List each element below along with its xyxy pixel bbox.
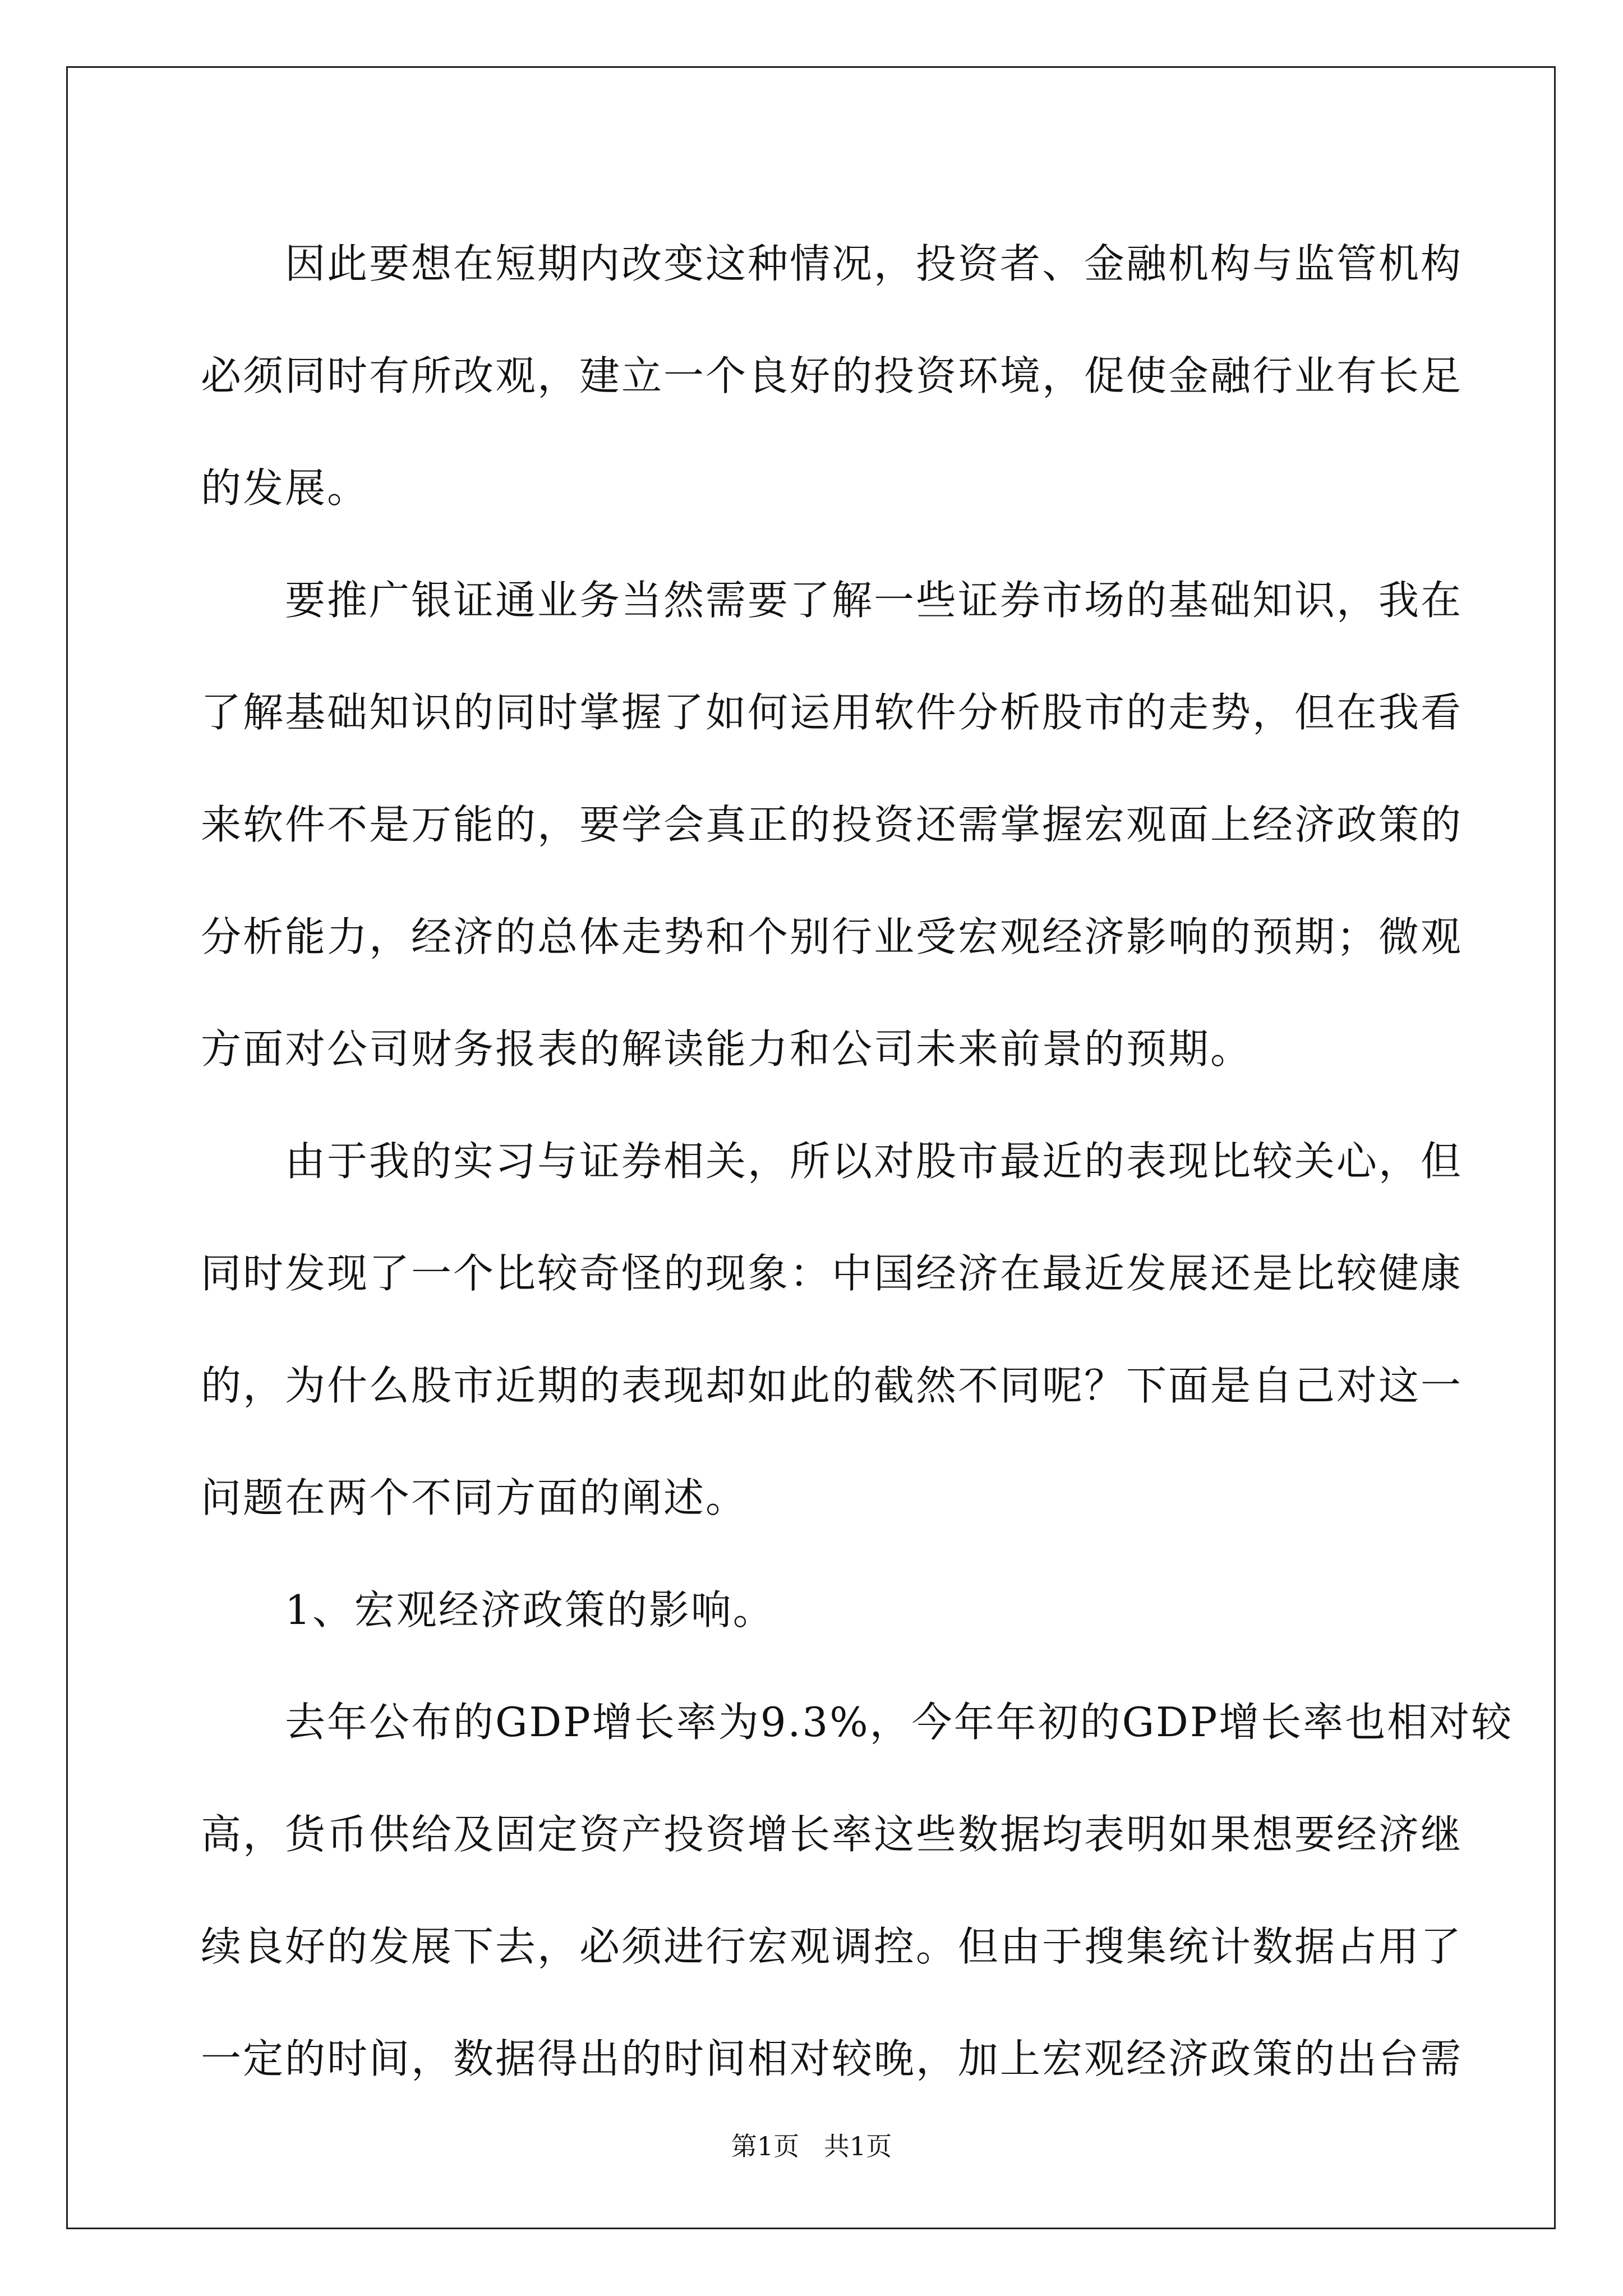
text-line: 续良好的发展下去，必须进行宏观调控。但由于搜集统计数据占用了 <box>201 1923 1463 1970</box>
paragraph <box>201 544 1463 1105</box>
text-line: 因此要想在短期内改变这种情况，投资者、金融机构与监管机构 <box>285 240 1463 287</box>
section-heading: 1、宏观经济政策的影响。 <box>285 1586 775 1634</box>
paragraph <box>201 1666 1514 2115</box>
page-footer: 第1页 共1页 <box>731 2131 892 2161</box>
text-line: 必须同时有所改观，建立一个良好的投资环境，促使金融行业有长足 <box>201 352 1463 399</box>
text-line: 了解基础知识的同时掌握了如何运用软件分析股市的走势，但在我看 <box>201 689 1463 736</box>
document-body <box>201 208 1514 2115</box>
paragraph <box>201 1105 1463 1554</box>
text-line: 高，货币供给及固定资产投资增长率这些数据均表明如果想要经济继 <box>201 1811 1463 1858</box>
text-line: 的发展。 <box>201 464 370 512</box>
paragraph <box>201 208 1463 544</box>
text-line: 去年公布的GDP增长率为9.3%，今年年初的GDP增长率也相对较 <box>285 1699 1514 1746</box>
text-line: 来软件不是万能的，要学会真正的投资还需掌握宏观面上经济政策的 <box>201 801 1463 848</box>
text-line: 的，为什么股市近期的表现却如此的截然不同呢？下面是自己对这一 <box>201 1362 1463 1409</box>
text-line: 分析能力，经济的总体走势和个别行业受宏观经济影响的预期；微观 <box>201 913 1463 960</box>
text-line: 要推广银证通业务当然需要了解一些证券市场的基础知识，我在 <box>285 577 1463 624</box>
paragraph <box>201 1554 1429 1666</box>
text-line: 同时发现了一个比较奇怪的现象：中国经济在最近发展还是比较健康 <box>201 1250 1463 1297</box>
text-line: 问题在两个不同方面的阐述。 <box>201 1474 748 1521</box>
text-line: 一定的时间，数据得出的时间相对较晚，加上宏观经济政策的出台需 <box>201 2035 1463 2082</box>
text-line: 方面对公司财务报表的解读能力和公司未来前景的预期。 <box>201 1025 1253 1073</box>
text-line: 由于我的实习与证券相关，所以对股市最近的表现比较关心，但 <box>285 1138 1463 1185</box>
